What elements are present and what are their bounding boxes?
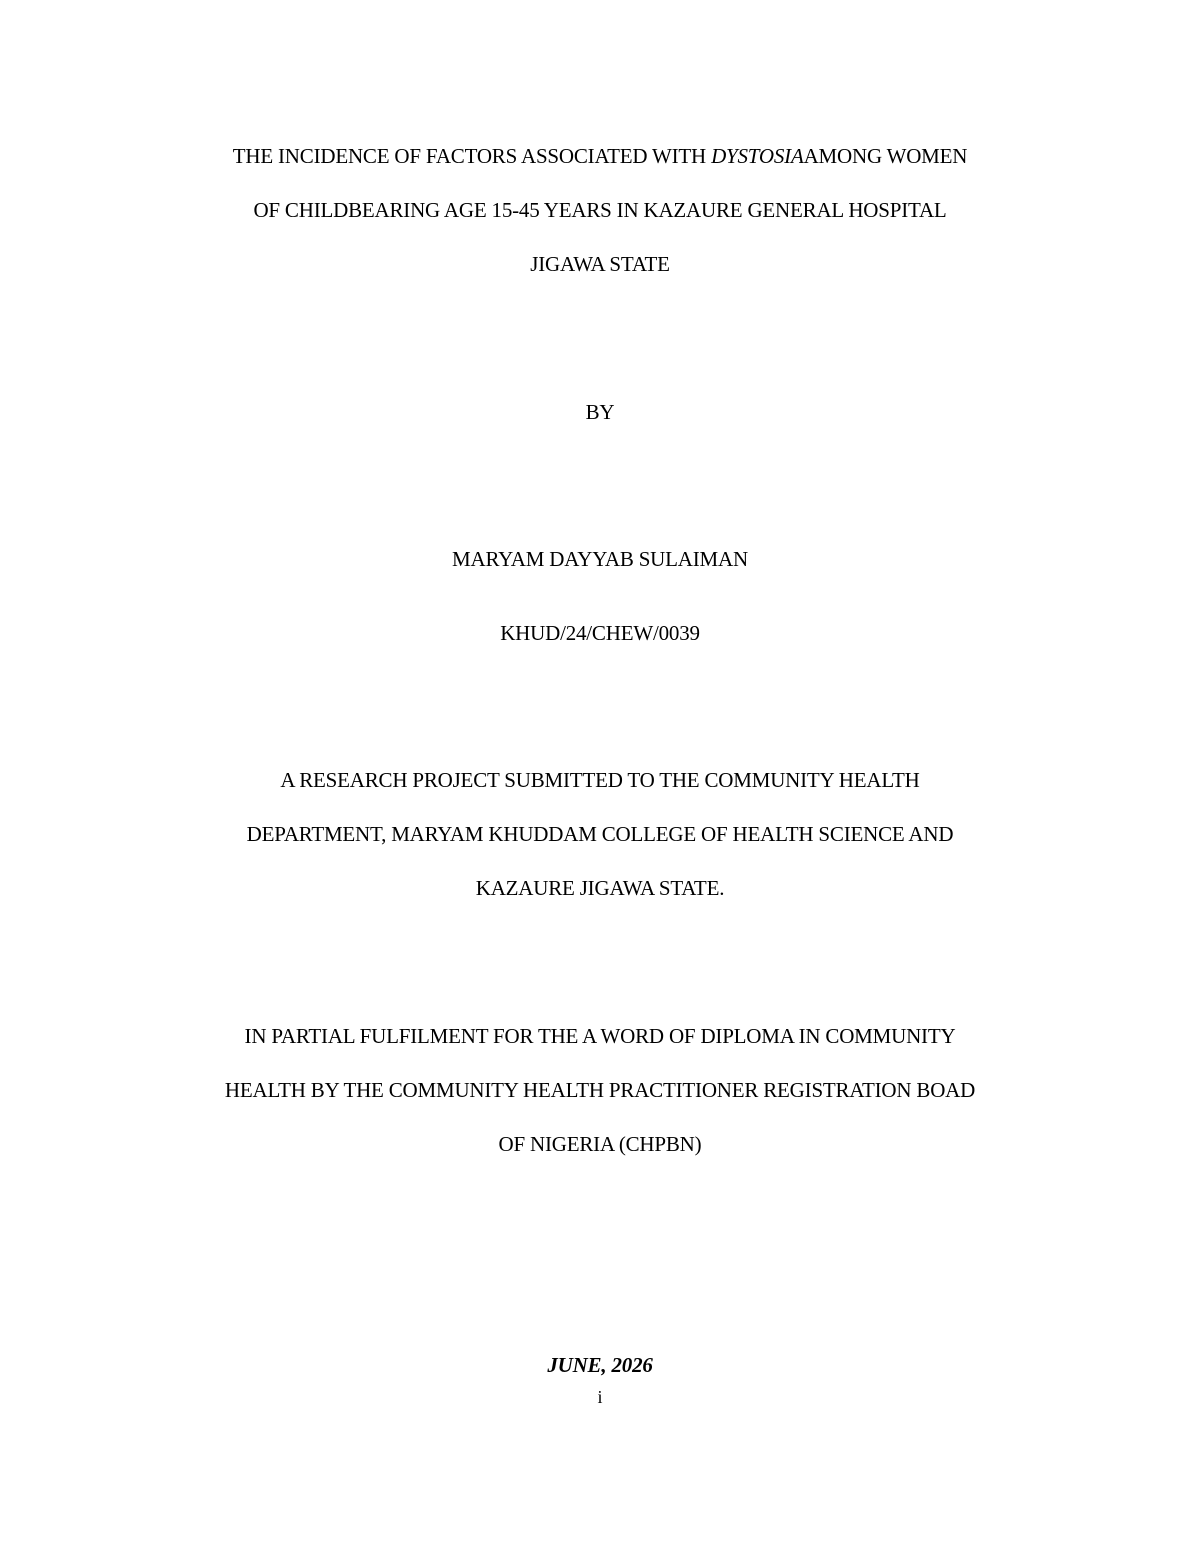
submission-line-2: DEPARTMENT, MARYAM KHUDDAM COLLEGE OF HEALTH SCIENCE AND bbox=[246, 822, 954, 846]
title-line-1-post: AMONG WOMEN bbox=[803, 144, 968, 168]
title-line-2: OF CHILDBEARING AGE 15-45 YEARS IN KAZAURE GENERAL HOSPITAL bbox=[253, 198, 947, 222]
submission-line-3: KAZAURE JIGAWA STATE. bbox=[475, 876, 725, 900]
submission-line-1: A RESEARCH PROJECT SUBMITTED TO THE COMMUNITY HEALTH bbox=[280, 768, 920, 792]
by-label: BY bbox=[585, 400, 615, 424]
page-number: i bbox=[597, 1387, 603, 1407]
fulfilment-line-2: HEALTH BY THE COMMUNITY HEALTH PRACTITIONER REGISTRATION BOAD bbox=[224, 1078, 976, 1102]
fulfilment-line-3: OF NIGERIA (CHPBN) bbox=[498, 1132, 702, 1156]
submission-date: JUNE, 2026 bbox=[547, 1353, 653, 1377]
title-line-1 bbox=[0, 142, 1200, 170]
fulfilment-line-1: IN PARTIAL FULFILMENT FOR THE A WORD OF DIPLOMA IN COMMUNITY bbox=[244, 1024, 956, 1048]
title-line-3: JIGAWA STATE bbox=[530, 252, 670, 276]
author-name: MARYAM DAYYAB SULAIMAN bbox=[452, 547, 748, 571]
title-line-1-pre: THE INCIDENCE OF FACTORS ASSOCIATED WITH bbox=[232, 144, 712, 168]
title-line-1-italic: DYSTOSIA bbox=[711, 144, 804, 168]
author-reg-number: KHUD/24/CHEW/0039 bbox=[500, 621, 700, 645]
